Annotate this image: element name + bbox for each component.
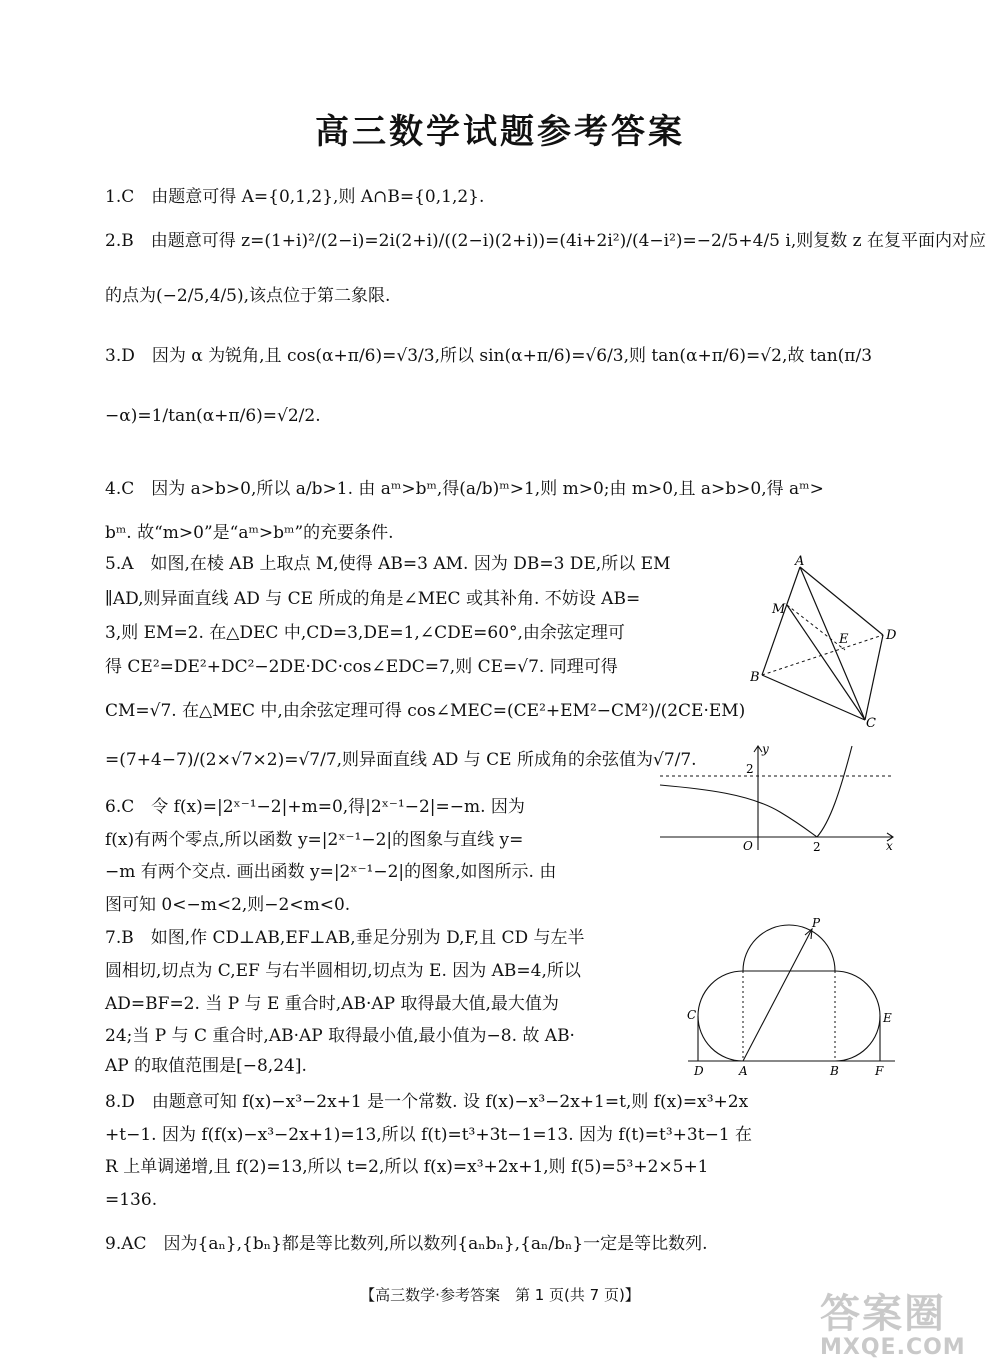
- axis-label-x: x: [886, 839, 893, 853]
- answer-6-line2: f(x)有两个零点,所以函数 y=|2ˣ⁻¹−2|的图象与直线 y=: [105, 830, 524, 850]
- answer-2-line1: 2.B 由题意可得 z=(1+i)²/(2−i)=2i(2+i)/((2−i)(2+i))=(4i+2i²)/(4−i²)=−2/5+4/5 i,则复数 z 在复平面内对应: [105, 231, 986, 251]
- answer-4-line1: 4.C 因为 a>b>0,所以 a/b>1. 由 aᵐ>bᵐ,得(a/b)ᵐ>1,则 m>0;由 m>0,且 a>b>0,得 aᵐ>: [105, 479, 824, 499]
- answer-7-line1: 7.B 如图,作 CD⊥AB,EF⊥AB,垂足分别为 D,F,且 CD 与左半: [105, 928, 585, 948]
- vertex-label-M: M: [772, 602, 786, 617]
- vertex-label-D: D: [886, 628, 897, 643]
- answer-7-line2: 圆相切,切点为 C,EF 与右半圆相切,切点为 E. 因为 AB=4,所以: [105, 961, 581, 981]
- watermark-url: MXQE.COM: [820, 1335, 966, 1360]
- answer-9: 9.AC 因为{aₙ},{bₙ}都是等比数列,所以数列{aₙbₙ},{aₙ/bₙ}一定是等比数列.: [105, 1234, 708, 1254]
- answer-8-line4: =136.: [105, 1190, 158, 1210]
- tick-label-2-y: 2: [746, 762, 754, 776]
- answer-7-line5: AP 的取值范围是[−8,24].: [105, 1056, 307, 1076]
- answer-8-line3: R 上单调递增,且 f(2)=13,所以 t=2,所以 f(x)=x³+2x+1,则 f(5)=5³+2×5+1: [105, 1157, 709, 1177]
- answer-3-line1: 3.D 因为 α 为锐角,且 cos(α+π/6)=√3/3,所以 sin(α+π/6)=√6/3,则 tan(α+π/6)=√2,故 tan(π/3: [105, 346, 873, 366]
- vertex-label-C: C: [866, 716, 876, 730]
- figure-function-graph: [655, 742, 900, 857]
- axis-label-y: y: [762, 742, 769, 756]
- point-label-F: F: [875, 1064, 884, 1077]
- point-label-A: A: [739, 1064, 748, 1077]
- answer-7-line3: AD=BF=2. 当 P 与 E 重合时,AB·AP 取得最大值,最大值为: [105, 994, 559, 1014]
- answer-8-line1: 8.D 由题意可知 f(x)−x³−2x+1 是一个常数. 设 f(x)−x³−2x+1=t,则 f(x)=x³+2x: [105, 1092, 749, 1112]
- point-label-B: B: [830, 1064, 839, 1077]
- answer-3-line2: −α)=1/tan(α+π/6)=√2/2.: [105, 406, 321, 426]
- page-title: 高三数学试题参考答案: [315, 112, 685, 152]
- answer-5-line1: 5.A 如图,在棱 AB 上取点 M,使得 AB=3 AM. 因为 DB=3 DE,所以 EM: [105, 554, 671, 574]
- point-label-P: P: [812, 917, 821, 930]
- point-label-C: C: [687, 1008, 697, 1022]
- answer-5-line2: ∥AD,则异面直线 AD 与 CE 所成的角是∠MEC 或其补角. 不妨设 AB=: [105, 589, 641, 609]
- answer-7-line4: 24;当 P 与 C 重合时,AB·AP 取得最小值,最小值为−8. 故 AB·: [105, 1026, 575, 1046]
- vertex-label-A: A: [795, 555, 805, 569]
- watermark-text: 答案圈: [820, 1291, 946, 1337]
- vertex-label-B: B: [750, 670, 760, 685]
- answer-1: 1.C 由题意可得 A={0,1,2},则 A∩B={0,1,2}.: [105, 187, 485, 207]
- answer-6-line1: 6.C 令 f(x)=|2ˣ⁻¹−2|+m=0,得|2ˣ⁻¹−2|=−m. 因为: [105, 797, 525, 817]
- answer-6-line4: 图可知 0<−m<2,则−2<m<0.: [105, 895, 351, 915]
- answer-5-line3: 3,则 EM=2. 在△DEC 中,CD=3,DE=1,∠CDE=60°,由余弦定理可: [105, 623, 625, 643]
- figure-semicircles: [685, 917, 900, 1077]
- answer-5-line5: CM=√7. 在△MEC 中,由余弦定理可得 cos∠MEC=(CE²+EM²−CM²)/(2CE·EM): [105, 701, 746, 721]
- answer-6-line3: −m 有两个交点. 画出函数 y=|2ˣ⁻¹−2|的图象,如图所示. 由: [105, 862, 557, 882]
- answer-8-line2: +t−1. 因为 f(f(x)−x³−2x+1)=13,所以 f(t)=t³+3t−1=13. 因为 f(t)=t³+3t−1 在: [105, 1125, 753, 1145]
- answer-2-line2: 的点为(−2/5,4/5),该点位于第二象限.: [105, 286, 391, 306]
- origin-label: O: [743, 839, 753, 853]
- point-label-E: E: [883, 1011, 892, 1025]
- vertex-label-E: E: [839, 632, 849, 647]
- page-footer: 【高三数学·参考答案 第 1 页(共 7 页)】: [360, 1286, 640, 1304]
- figure-tetrahedron: [750, 555, 905, 730]
- answer-4-line2: bᵐ. 故“m>0”是“aᵐ>bᵐ”的充要条件.: [105, 523, 394, 543]
- point-label-D: D: [694, 1064, 704, 1077]
- watermark-logo: [820, 1282, 966, 1360]
- answer-5-line6: =(7+4−7)/(2×√7×2)=√7/7,则异面直线 AD 与 CE 所成角的余弦值为√7/7.: [105, 750, 697, 770]
- tick-label-2-x: 2: [813, 840, 821, 854]
- answer-5-line4: 得 CE²=DE²+DC²−2DE·DC·cos∠EDC=7,则 CE=√7. 同理可得: [105, 657, 618, 677]
